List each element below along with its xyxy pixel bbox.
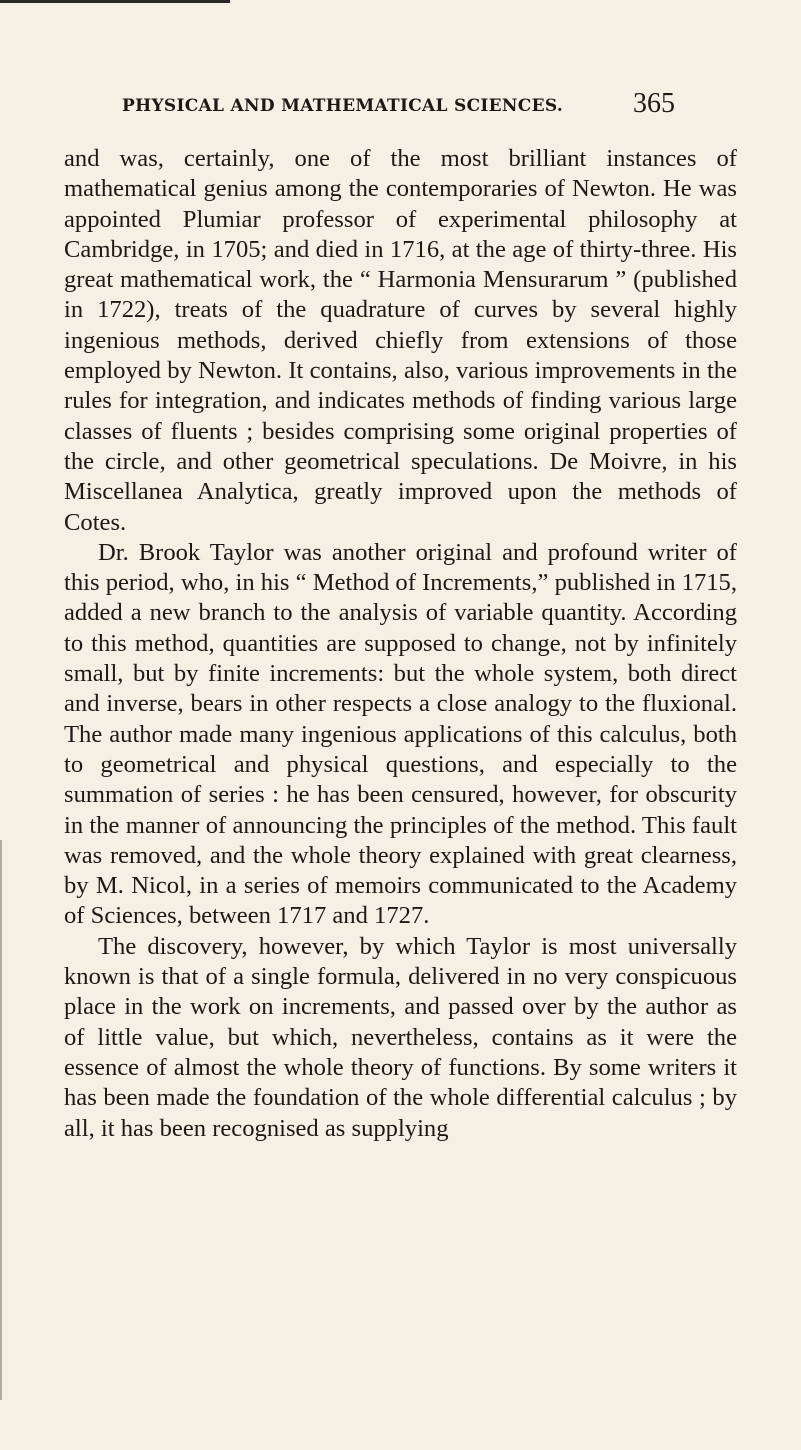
page-header — [122, 88, 675, 128]
paragraph-taylor-discovery: The discovery, however, by which Taylor is most universally known is that of a single formula, delivered in no very conspicuous place in the work on increments, and passed over by the author as of little value, but which, nevertheless, contains as it were the essence of almost the whole theory of functions. By some writers it has been made the foundation of the whole differential calculus ; by all, it has been recognised as supplying — [64, 932, 737, 1142]
running-head: PHYSICAL AND MATHEMATICAL SCIENCES. — [122, 96, 564, 116]
page-number: 365 — [633, 88, 675, 119]
body-text — [64, 144, 737, 1144]
paragraph-brook-taylor: Dr. Brook Taylor was another original and profound writer of this period, who, in his “ Method of Increments,” published in 1715, added a new branch to the analysis of variable quantity. According to this method, quantities are supposed to change, not by infinitely small, but by finite increments: but the whole system, both direct and inverse, bears in other respects a close analogy to the fluxional. The author made many ingenious applications of this calculus, both to geometrical and physical questions, and especially to the summation of series : he has been censured, however, for obscurity in the manner of announcing the principles of the method. This fault was removed, and the whole theory explained with great clearness, by M. Nicol, in a series of memoirs communicated to the Academy of Sciences, between 1717 and 1727. — [64, 538, 737, 930]
page-edge-shadow — [0, 840, 2, 1400]
paragraph-continuation: and was, certainly, one of the most brilliant instances of mathematical genius among the contemporaries of Newton. He was appointed Plumiar professor of experimental philosophy at Cambridge, in 1705; and died in 1716, at the age of thirty-three. His great mathematical work, the “ Harmonia Mensurarum ” (published in 1722), treats of the quadrature of curves by several highly ingenious methods, derived chiefly from extensions of those employed by Newton. It contains, also, various improvements in the rules for integration, and indicates methods of finding various large classes of fluents ; besides comprising some original properties of the circle, and other geometrical speculations. De Moivre, in his Miscellanea Analytica, greatly improved upon the methods of Cotes. — [64, 145, 737, 536]
top-edge-rule — [0, 0, 230, 3]
